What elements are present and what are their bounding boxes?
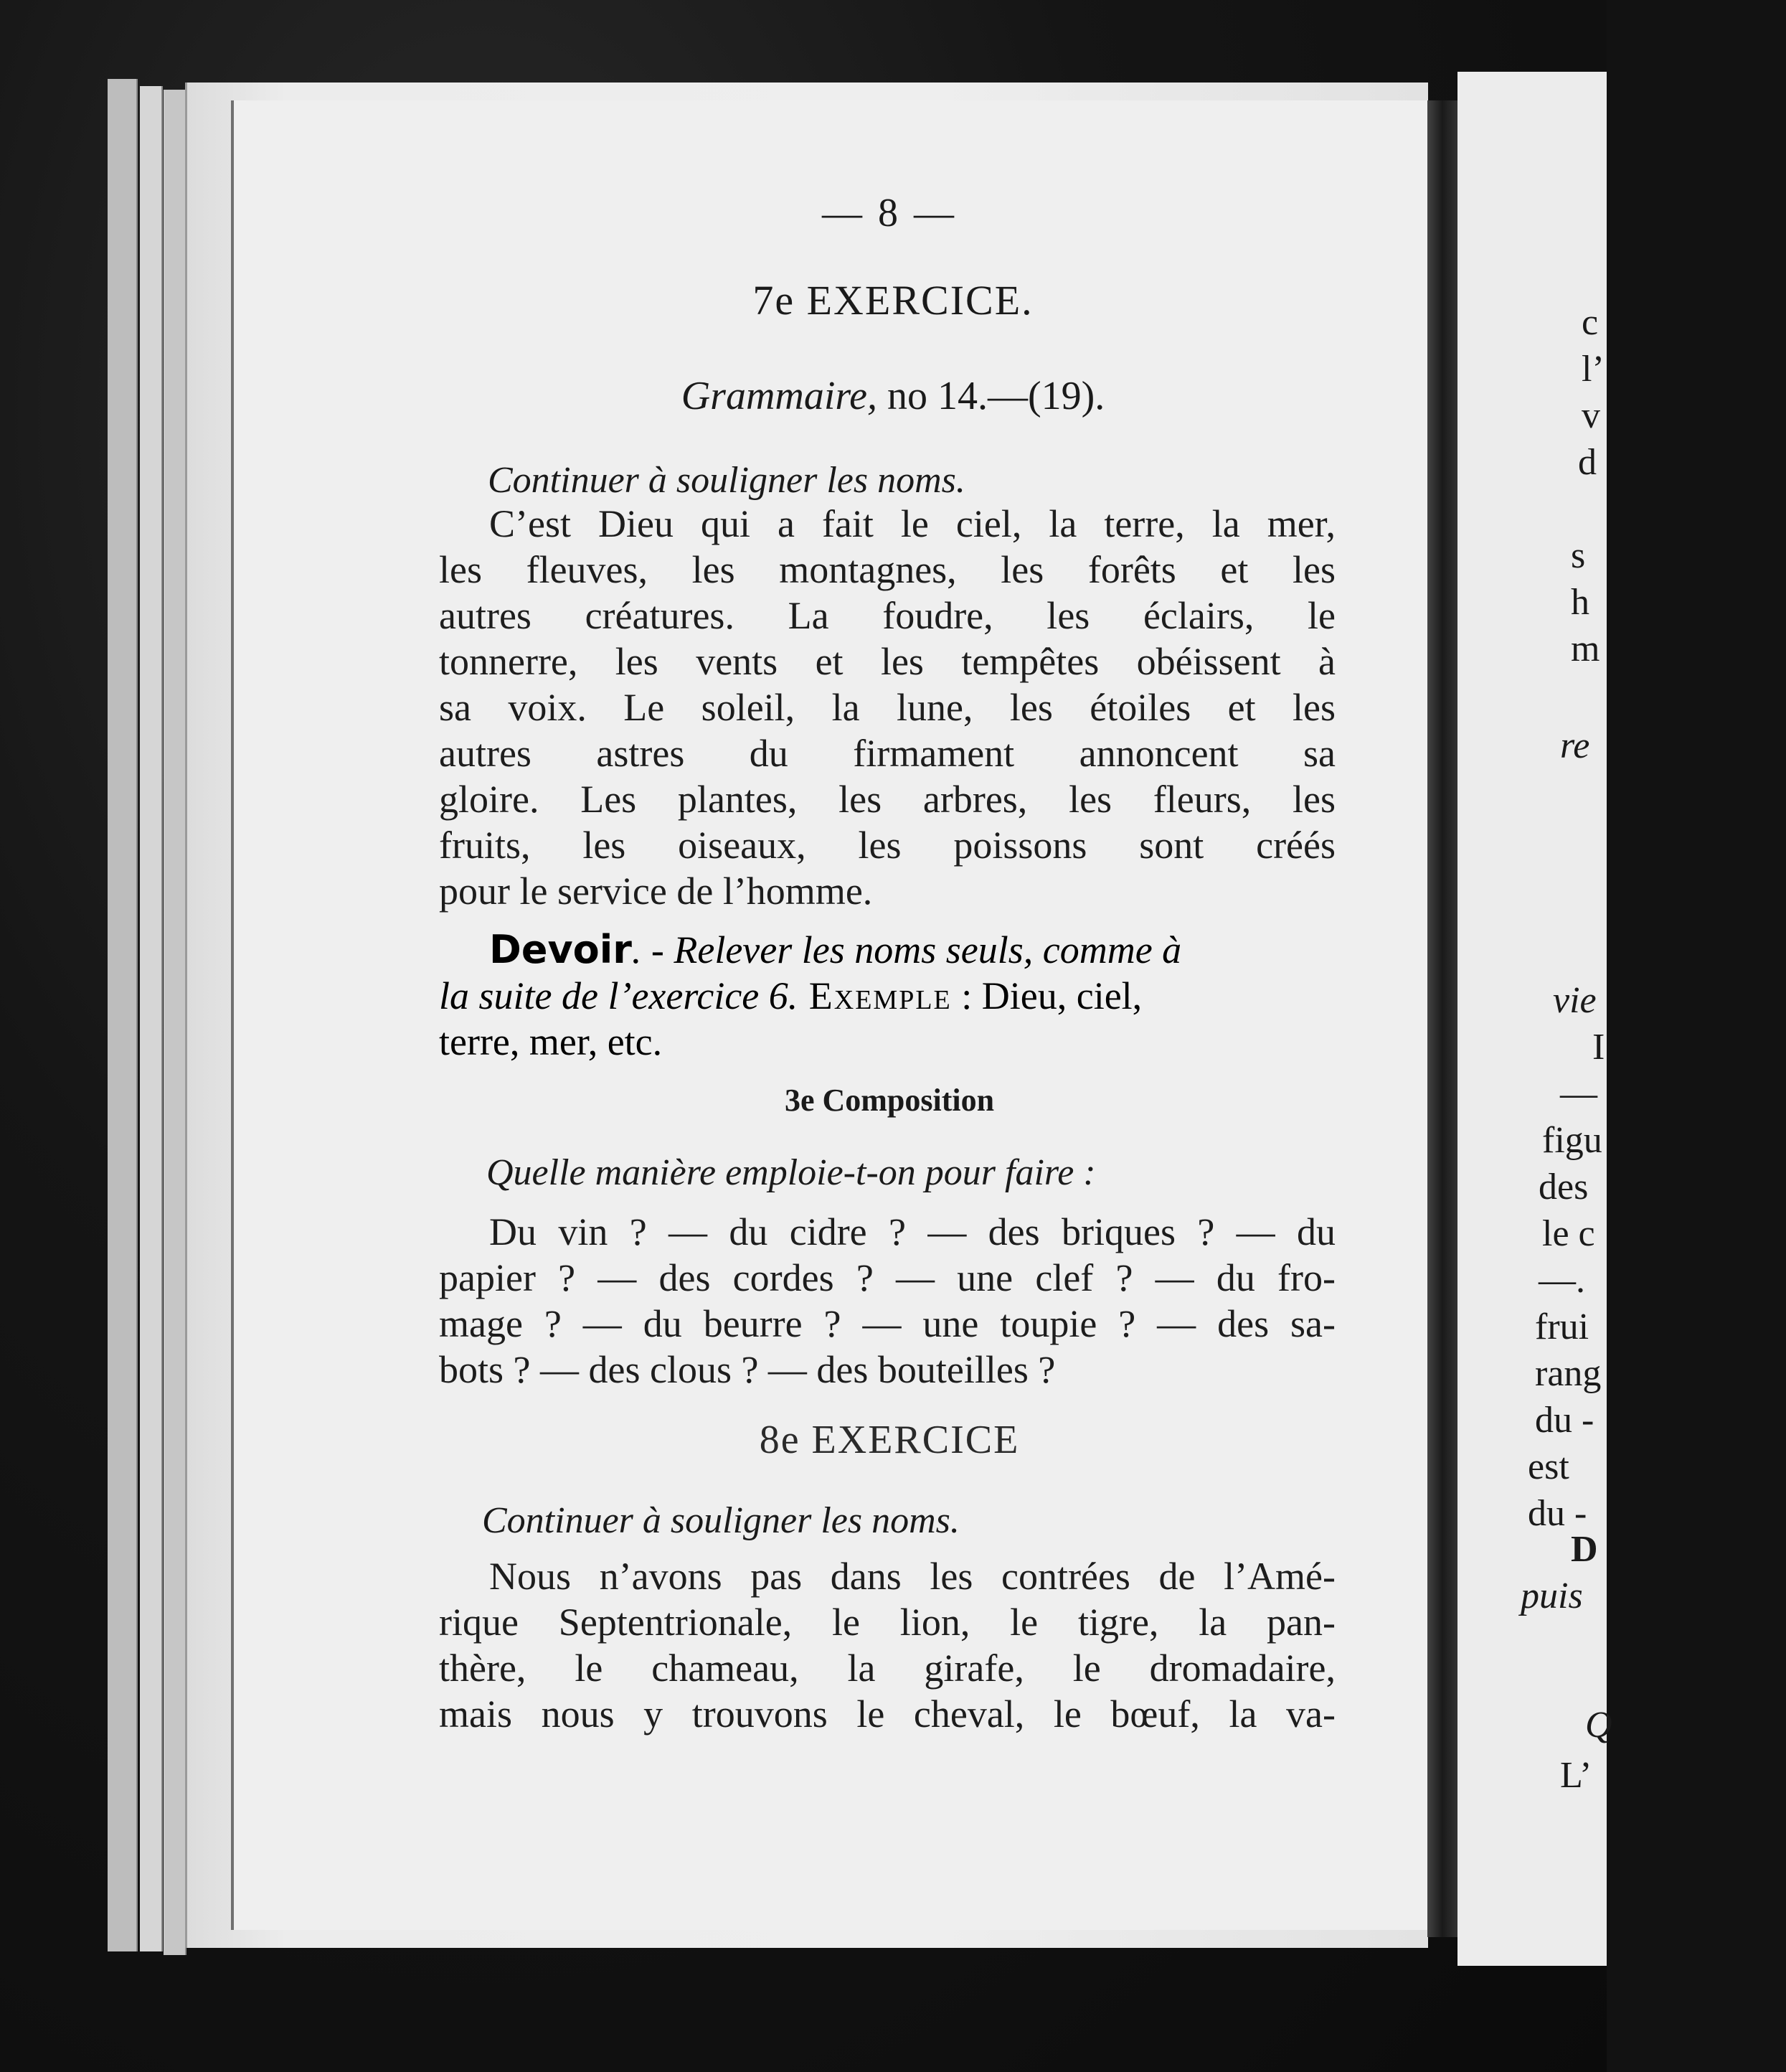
right-fragment: est [1528,1446,1569,1487]
right-fragment: L’ [1560,1755,1592,1796]
exercise-8-title: 8e EXERCICE [759,1418,1020,1462]
right-fragment: l’ [1582,349,1605,390]
right-fragment: h [1571,582,1589,623]
devoir-example-label: Exemple [798,974,952,1017]
text-line: rique Septentrionale, le lion, le tigre, la pan- [439,1601,1336,1644]
devoir-label: Devoir [489,927,632,972]
right-fragment: le c [1542,1213,1595,1254]
exercise-7-subtitle [0,373,1786,419]
composition-text [439,1209,1336,1393]
devoir-line: terre, mer, etc. [439,1020,663,1063]
composition-instruction: Quelle manière emploie-t-on pour faire : [486,1152,1096,1193]
right-fragment: D [1571,1529,1598,1570]
page-number: — 8 — [822,191,957,235]
devoir-example: : Dieu, ciel, [951,974,1143,1017]
devoir-line [439,973,1336,1019]
text-line: tonnerre, les vents et les tempêtes obéissent à [439,640,1336,683]
right-fragment: du - [1535,1400,1594,1441]
subtitle-rest: no 14.—(19). [877,374,1105,418]
text-line: autres astres du firmament annoncent sa [439,732,1336,775]
right-fragment: —. [1539,1260,1585,1301]
right-fragment: d [1578,442,1597,483]
right-fragment: Q [1585,1705,1612,1746]
text-line: fruits, les oiseaux, les poissons sont créés [439,824,1336,867]
right-fragment: frui [1535,1306,1589,1347]
page-edge [140,86,163,1951]
composition-title: 3e Composition [784,1083,995,1118]
right-fragment: figu [1542,1120,1602,1161]
subtitle-italic: Grammaire, [681,374,877,418]
exercise-7-title: 7e EXERCICE. [752,277,1034,324]
text-line: papier ? — des cordes ? — une clef ? — du fro- [439,1256,1336,1299]
right-fragment: des [1539,1167,1589,1207]
right-fragment: rang [1535,1353,1602,1394]
devoir-line [439,927,1336,973]
text-line: mais nous y trouvons le cheval, le bœuf, la va- [439,1692,1336,1736]
exercise-7-text [439,501,1336,914]
right-fragment: I [1592,1027,1605,1068]
page-edge [108,79,138,1951]
text-line: mage ? — du beurre ? — une toupie ? — des sa- [439,1302,1336,1345]
right-fragment: v [1582,395,1600,436]
text-line: sa voix. Le soleil, la lune, les étoiles et les [439,686,1336,729]
text-line: autres créatures. La foudre, les éclairs, le [439,594,1336,637]
text-line: les fleuves, les montagnes, les forêts et les [439,548,1336,591]
devoir-block [439,927,1336,1065]
right-fragment: re [1560,725,1590,766]
right-fragment: s [1571,535,1586,576]
text-line: C’est Dieu qui a fait le ciel, la terre, la mer, [489,502,1336,545]
right-fragment: — [1560,1073,1597,1114]
devoir-instruction-cont: la suite de l’exercice 6. [439,974,798,1017]
text-line: pour le service de l’homme. [439,870,873,913]
right-fragment: puis [1521,1576,1583,1616]
page-edge [164,90,186,1955]
text-line: Du vin ? — du cidre ? — des briques ? — du [489,1210,1336,1253]
right-fragment: vie [1553,980,1597,1021]
exercise-7-instruction: Continuer à souligner les noms. [488,460,965,501]
text-line: gloire. Les plantes, les arbres, les fleurs, les [439,778,1336,821]
right-fragment: du - [1528,1493,1587,1534]
right-fragment: m [1571,628,1600,669]
text-line: Nous n’avons pas dans les contrées de l’Amé- [489,1555,1336,1598]
text-line: thère, le chameau, la girafe, le dromadaire, [439,1647,1336,1690]
devoir-instruction: . - Relever les noms seuls, comme à [631,928,1182,971]
text-line: bots ? — des clous ? — des bouteilles ? [439,1348,1056,1391]
exercise-8-instruction: Continuer à souligner les noms. [482,1500,960,1541]
right-fragment: c [1582,302,1599,343]
exercise-8-text [439,1553,1336,1737]
